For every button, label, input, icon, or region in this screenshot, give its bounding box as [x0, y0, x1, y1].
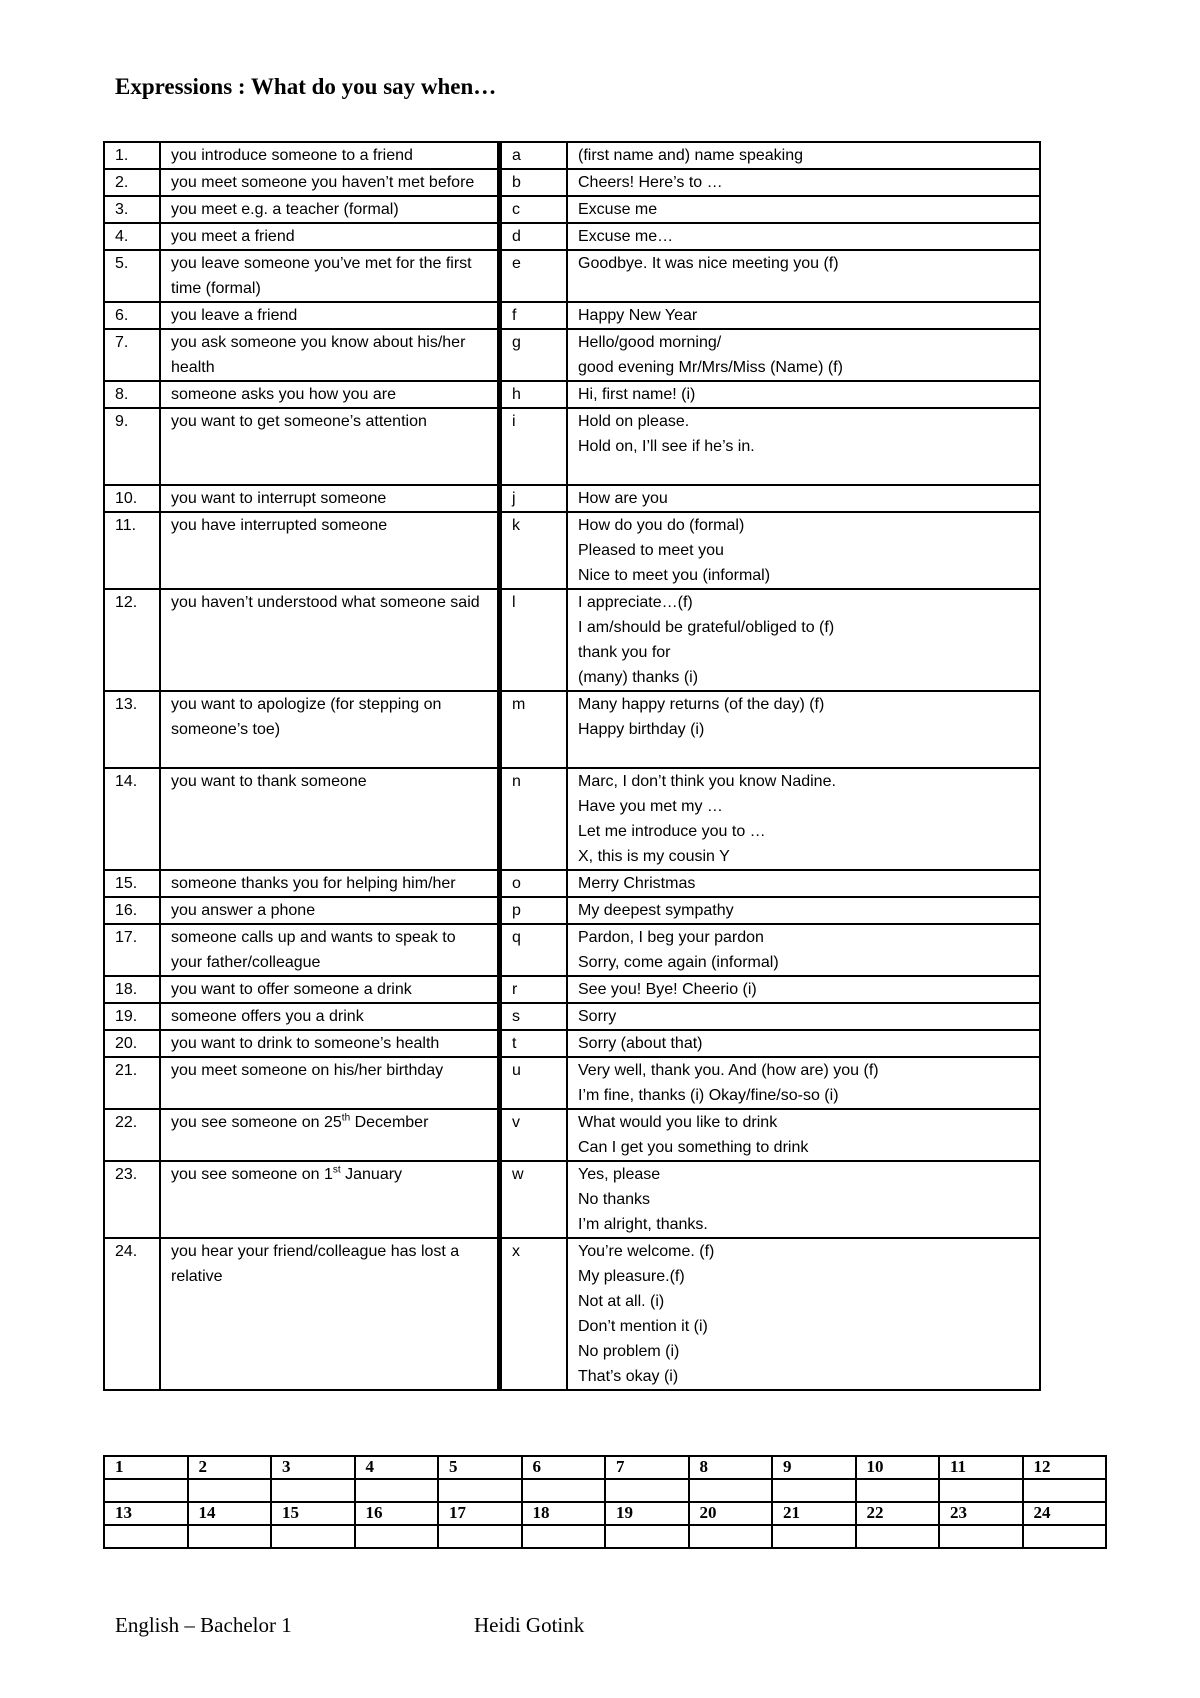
- response-letter: i: [500, 408, 568, 485]
- answer-grid-header-row: [104, 1456, 1106, 1479]
- row-number: 5.: [104, 250, 160, 302]
- situation-text: you want to interrupt someone: [160, 485, 500, 512]
- response-letter: j: [500, 485, 568, 512]
- table-row: [104, 589, 1040, 691]
- situation-text: you have interrupted someone: [160, 512, 500, 589]
- answer-number: 6: [522, 1456, 606, 1479]
- situation-text: you leave a friend: [160, 302, 500, 329]
- response-letter: s: [500, 1003, 568, 1030]
- answer-cell[interactable]: [1023, 1525, 1107, 1548]
- answer-number: 1: [104, 1456, 188, 1479]
- response-text: Excuse me…: [567, 223, 1040, 250]
- answer-number: 11: [939, 1456, 1023, 1479]
- situation-text: you leave someone you’ve met for the first time (formal): [160, 250, 500, 302]
- answer-number: 24: [1023, 1502, 1107, 1525]
- answer-cell[interactable]: [355, 1525, 439, 1548]
- answer-number: 17: [438, 1502, 522, 1525]
- row-number: 22.: [104, 1109, 160, 1161]
- row-number: 7.: [104, 329, 160, 381]
- response-text: Sorry (about that): [567, 1030, 1040, 1057]
- table-row: [104, 512, 1040, 589]
- response-text: Hold on please. Hold on, I’ll see if he’s in.: [567, 408, 1040, 485]
- row-number: 21.: [104, 1057, 160, 1109]
- table-row: [104, 1057, 1040, 1109]
- table-row: [104, 1030, 1040, 1057]
- response-text: Yes, please No thanks I’m alright, thanks.: [567, 1161, 1040, 1238]
- expressions-table: [103, 141, 1041, 1391]
- answer-cell[interactable]: [939, 1525, 1023, 1548]
- situation-text: someone offers you a drink: [160, 1003, 500, 1030]
- answer-number: 8: [689, 1456, 773, 1479]
- answer-number: 2: [188, 1456, 272, 1479]
- answer-cell[interactable]: [939, 1479, 1023, 1502]
- situation-text: you haven’t understood what someone said: [160, 589, 500, 691]
- response-text: See you! Bye! Cheerio (i): [567, 976, 1040, 1003]
- ordinal-suffix: st: [332, 1164, 341, 1176]
- response-text: Many happy returns (of the day) (f) Happy birthday (i): [567, 691, 1040, 768]
- response-text: How do you do (formal) Pleased to meet you Nice to meet you (informal): [567, 512, 1040, 589]
- row-number: 6.: [104, 302, 160, 329]
- response-letter: l: [500, 589, 568, 691]
- situation-text: you want to offer someone a drink: [160, 976, 500, 1003]
- response-letter: b: [500, 169, 568, 196]
- answer-number: 23: [939, 1502, 1023, 1525]
- row-number: 13.: [104, 691, 160, 768]
- answer-number: 10: [856, 1456, 940, 1479]
- table-row: [104, 408, 1040, 485]
- table-row: [104, 870, 1040, 897]
- table-row: [104, 169, 1040, 196]
- response-text: Merry Christmas: [567, 870, 1040, 897]
- table-row: [104, 1161, 1040, 1238]
- answer-cell[interactable]: [856, 1525, 940, 1548]
- table-row: [104, 485, 1040, 512]
- answer-cell[interactable]: [522, 1479, 606, 1502]
- situation-text: you introduce someone to a friend: [160, 142, 500, 169]
- response-letter: m: [500, 691, 568, 768]
- table-row: [104, 302, 1040, 329]
- answer-cell[interactable]: [271, 1479, 355, 1502]
- response-letter: e: [500, 250, 568, 302]
- situation-text: you ask someone you know about his/her health: [160, 329, 500, 381]
- table-row: [104, 1003, 1040, 1030]
- table-row: [104, 924, 1040, 976]
- answer-number: 3: [271, 1456, 355, 1479]
- row-number: 16.: [104, 897, 160, 924]
- answer-cell[interactable]: [355, 1479, 439, 1502]
- response-text: Hello/good morning/ good evening Mr/Mrs/Miss (Name) (f): [567, 329, 1040, 381]
- answer-cell[interactable]: [605, 1525, 689, 1548]
- answer-cell[interactable]: [104, 1525, 188, 1548]
- answer-number: 14: [188, 1502, 272, 1525]
- table-row: [104, 691, 1040, 768]
- situation-text: you meet a friend: [160, 223, 500, 250]
- response-text: Pardon, I beg your pardon Sorry, come again (informal): [567, 924, 1040, 976]
- response-letter: g: [500, 329, 568, 381]
- response-letter: x: [500, 1238, 568, 1390]
- response-text: Sorry: [567, 1003, 1040, 1030]
- situation-text: you meet e.g. a teacher (formal): [160, 196, 500, 223]
- table-row: [104, 897, 1040, 924]
- answer-cell[interactable]: [188, 1479, 272, 1502]
- footer-course: English – Bachelor 1: [115, 1613, 292, 1637]
- answer-cell[interactable]: [438, 1525, 522, 1548]
- row-number: 4.: [104, 223, 160, 250]
- answer-cell[interactable]: [271, 1525, 355, 1548]
- table-row: [104, 381, 1040, 408]
- situation-text: you meet someone you haven’t met before: [160, 169, 500, 196]
- answer-cell[interactable]: [188, 1525, 272, 1548]
- row-number: 9.: [104, 408, 160, 485]
- table-row: [104, 768, 1040, 870]
- situation-text-end: December: [350, 1114, 429, 1131]
- page-title: Expressions : What do you say when…: [115, 74, 497, 99]
- row-number: 1.: [104, 142, 160, 169]
- situation-text: someone asks you how you are: [160, 381, 500, 408]
- row-number: 2.: [104, 169, 160, 196]
- situation-text: you want to thank someone: [160, 768, 500, 870]
- situation-text: someone calls up and wants to speak to your father/colleague: [160, 924, 500, 976]
- table-row: [104, 976, 1040, 1003]
- row-number: 12.: [104, 589, 160, 691]
- response-text: What would you like to drink Can I get you something to drink: [567, 1109, 1040, 1161]
- situation-text: [160, 1109, 500, 1161]
- answer-number: 5: [438, 1456, 522, 1479]
- answer-number: 18: [522, 1502, 606, 1525]
- answer-cell[interactable]: [522, 1525, 606, 1548]
- response-letter: r: [500, 976, 568, 1003]
- response-text: (first name and) name speaking: [567, 142, 1040, 169]
- answer-cell[interactable]: [1023, 1479, 1107, 1502]
- response-letter: t: [500, 1030, 568, 1057]
- answer-number: 20: [689, 1502, 773, 1525]
- response-letter: k: [500, 512, 568, 589]
- response-text: Goodbye. It was nice meeting you (f): [567, 250, 1040, 302]
- answer-number: 4: [355, 1456, 439, 1479]
- situation-text: you want to get someone’s attention: [160, 408, 500, 485]
- situation-text-start: you see someone on 1: [171, 1166, 333, 1183]
- answer-cell[interactable]: [104, 1479, 188, 1502]
- response-letter: u: [500, 1057, 568, 1109]
- row-number: 14.: [104, 768, 160, 870]
- situation-text-end: January: [340, 1166, 403, 1183]
- answer-number: 7: [605, 1456, 689, 1479]
- answer-grid-header-row: [104, 1502, 1106, 1525]
- situation-text: you hear your friend/colleague has lost a relative: [160, 1238, 500, 1390]
- response-text: Very well, thank you. And (how are) you (f) I’m fine, thanks (i) Okay/fine/so-so (i): [567, 1057, 1040, 1109]
- row-number: 17.: [104, 924, 160, 976]
- table-row: [104, 329, 1040, 381]
- response-text: Cheers! Here’s to …: [567, 169, 1040, 196]
- situation-text: someone thanks you for helping him/her: [160, 870, 500, 897]
- row-number: 18.: [104, 976, 160, 1003]
- response-text: My deepest sympathy: [567, 897, 1040, 924]
- table-row: [104, 196, 1040, 223]
- response-letter: v: [500, 1109, 568, 1161]
- response-text: Excuse me: [567, 196, 1040, 223]
- situation-text-start: you see someone on 25: [171, 1114, 342, 1131]
- answer-number: 12: [1023, 1456, 1107, 1479]
- answer-number: 15: [271, 1502, 355, 1525]
- row-number: 8.: [104, 381, 160, 408]
- response-letter: p: [500, 897, 568, 924]
- answer-cell[interactable]: [856, 1479, 940, 1502]
- row-number: 24.: [104, 1238, 160, 1390]
- answer-number: 22: [856, 1502, 940, 1525]
- situation-text: you meet someone on his/her birthday: [160, 1057, 500, 1109]
- answer-grid-blank-row: [104, 1525, 1106, 1548]
- answer-grid-blank-row: [104, 1479, 1106, 1502]
- row-number: 20.: [104, 1030, 160, 1057]
- row-number: 11.: [104, 512, 160, 589]
- answer-number: 16: [355, 1502, 439, 1525]
- answer-number: 19: [605, 1502, 689, 1525]
- table-row: [104, 250, 1040, 302]
- response-letter: a: [500, 142, 568, 169]
- footer-author: Heidi Gotink: [474, 1613, 585, 1637]
- response-text: I appreciate…(f) I am/should be grateful/obliged to (f) thank you for (many) thanks (i): [567, 589, 1040, 691]
- answer-grid: [103, 1455, 1107, 1549]
- ordinal-suffix: th: [341, 1112, 351, 1124]
- situation-text: [160, 1161, 500, 1238]
- answer-number: 9: [772, 1456, 856, 1479]
- situation-text: you answer a phone: [160, 897, 500, 924]
- response-letter: c: [500, 196, 568, 223]
- answer-number: 13: [104, 1502, 188, 1525]
- response-letter: n: [500, 768, 568, 870]
- row-number: 3.: [104, 196, 160, 223]
- row-number: 19.: [104, 1003, 160, 1030]
- response-text: Hi, first name! (i): [567, 381, 1040, 408]
- row-number: 23.: [104, 1161, 160, 1238]
- situation-text: you want to apologize (for stepping on someone’s toe): [160, 691, 500, 768]
- response-letter: o: [500, 870, 568, 897]
- table-row: [104, 1238, 1040, 1390]
- response-text: Marc, I don’t think you know Nadine. Have you met my … Let me introduce you to … X, this is my cousin Y: [567, 768, 1040, 870]
- table-row: [104, 223, 1040, 250]
- table-row: [104, 142, 1040, 169]
- response-text: How are you: [567, 485, 1040, 512]
- row-number: 15.: [104, 870, 160, 897]
- answer-cell[interactable]: [772, 1479, 856, 1502]
- response-text: Happy New Year: [567, 302, 1040, 329]
- response-text: You’re welcome. (f) My pleasure.(f) Not at all. (i) Don’t mention it (i) No problem (i) That’s okay (i): [567, 1238, 1040, 1390]
- answer-cell[interactable]: [689, 1525, 773, 1548]
- response-letter: q: [500, 924, 568, 976]
- response-letter: d: [500, 223, 568, 250]
- situation-text: you want to drink to someone’s health: [160, 1030, 500, 1057]
- row-number: 10.: [104, 485, 160, 512]
- table-row: [104, 1109, 1040, 1161]
- answer-cell[interactable]: [689, 1479, 773, 1502]
- answer-cell[interactable]: [605, 1479, 689, 1502]
- response-letter: h: [500, 381, 568, 408]
- answer-cell[interactable]: [438, 1479, 522, 1502]
- response-letter: f: [500, 302, 568, 329]
- answer-number: 21: [772, 1502, 856, 1525]
- response-letter: w: [500, 1161, 568, 1238]
- answer-cell[interactable]: [772, 1525, 856, 1548]
